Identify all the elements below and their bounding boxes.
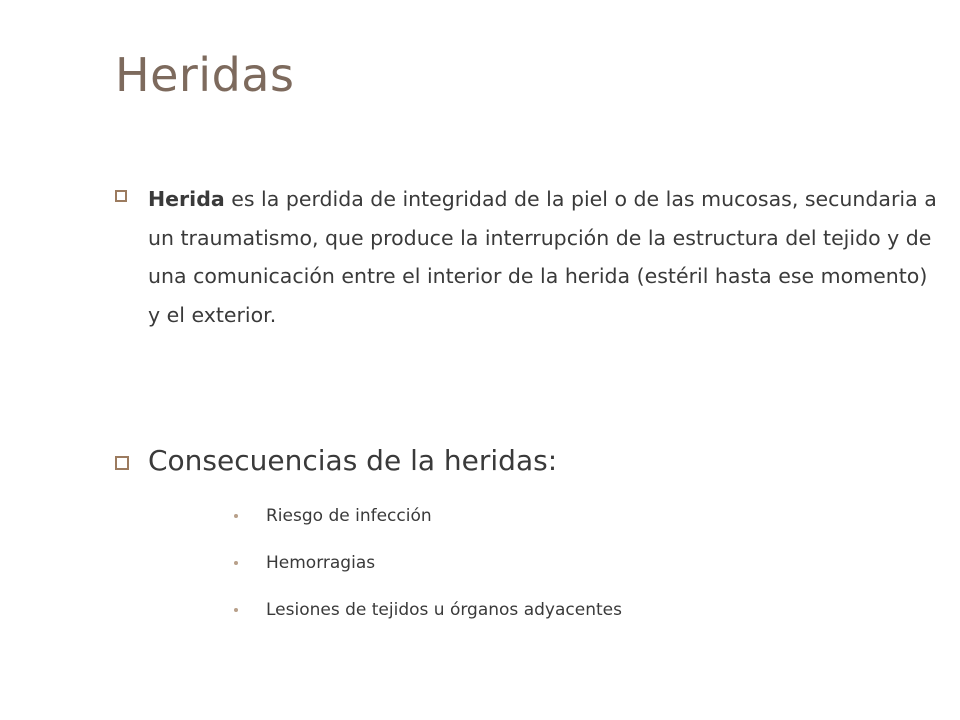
definition-body: es la perdida de integridad de la piel o de las mucosas, secundaria a un traumatismo, que produce la interrupción de la estructura del tejido y de una comunicación entre el interior de la herida (estéril hasta ese momento) y el exterior. <box>148 187 937 327</box>
dot-bullet-icon <box>234 514 238 518</box>
list-item-label: Hemorragias <box>266 553 376 573</box>
square-bullet-icon <box>115 456 129 470</box>
list-item-label: Lesiones de tejidos u órganos adyacentes <box>266 600 622 620</box>
dot-bullet-icon <box>234 561 238 565</box>
definition-term: Herida <box>148 187 225 211</box>
consequences-heading: Consecuencias de la heridas: <box>148 444 558 477</box>
slide-title: Heridas <box>115 48 295 102</box>
dot-bullet-icon <box>234 608 238 612</box>
square-bullet-icon <box>115 190 127 202</box>
definition-paragraph <box>148 180 938 334</box>
list-item-label: Riesgo de infección <box>266 506 432 526</box>
